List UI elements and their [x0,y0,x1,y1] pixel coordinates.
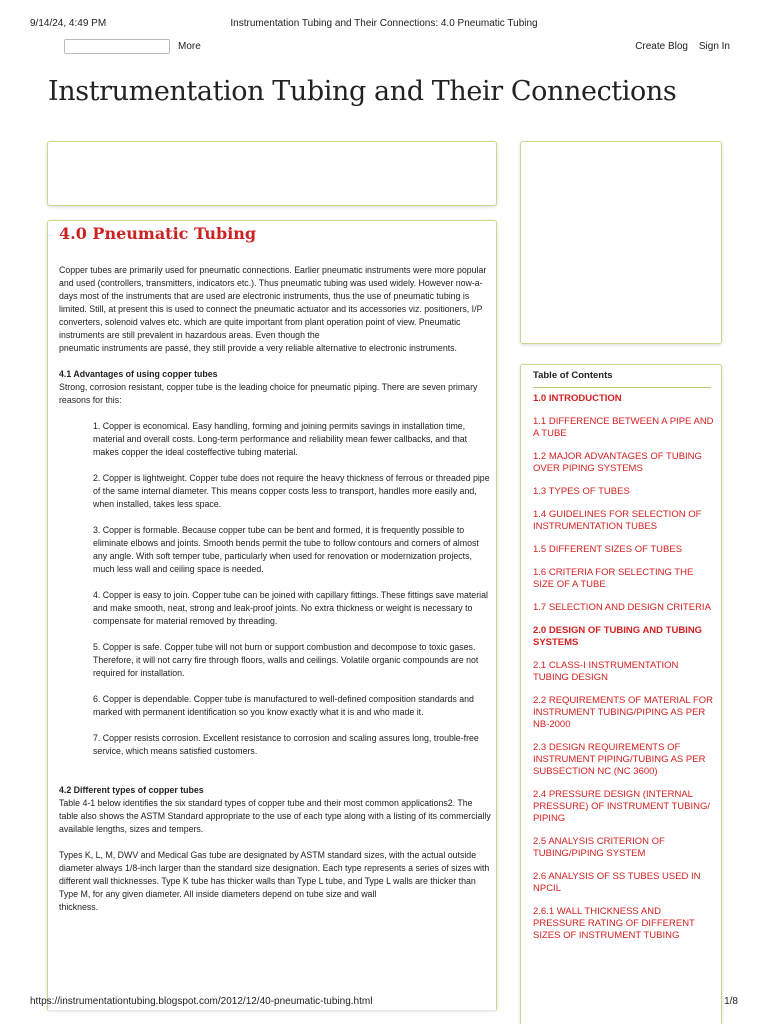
toc-item[interactable]: 2.6 ANALYSIS OF SS TUBES USED IN NPCIL [533,871,701,894]
sign-in-link[interactable]: Sign In [698,41,730,52]
sidebar-top-box [520,141,722,344]
post-body [59,264,493,914]
list-item: 5. Copper is safe. Copper tube will not burn or support combustion and decompose to toxic gases. Therefore, it will not carry fire through floors, walls and ceilings. Volatile organic compounds are not required for installation. [93,642,479,678]
toc-item[interactable]: 1.7 SELECTION AND DESIGN CRITERIA [533,602,711,613]
paragraph: thickness. [59,902,99,912]
toc-item[interactable]: 1.0 INTRODUCTION [533,393,622,404]
print-datetime: 9/14/24, 4:49 PM [30,18,107,29]
toc-list [533,393,715,953]
toc-item[interactable]: 2.1 CLASS-I INSTRUMENTATION TUBING DESIGN [533,660,679,683]
paragraph: Table 4-1 below identifies the six standard types of copper tube and their most common applications2. The table also shows the ASTM Standard appropriate to the use of each type along with a listing of its commercially available lengths, sizes and tempers. [59,798,491,834]
paragraph: Strong, corrosion resistant, copper tube is the leading choice for pneumatic piping. There are seven primary reasons for this: [59,382,478,405]
list-item: 2. Copper is lightweight. Copper tube does not require the heavy thickness of ferrous or threaded pipe of the same internal diameter. This means copper costs less to transport, handles more easily and, when installed, takes less space. [93,473,490,509]
toc-item[interactable]: 2.0 DESIGN OF TUBING AND TUBING SYSTEMS [533,625,703,648]
header-ad-box [47,141,497,206]
section-heading: 4.2 Different types of copper tubes [59,785,204,795]
toc-item[interactable]: 1.2 MAJOR ADVANTAGES OF TUBING OVER PIPING SYSTEMS [533,451,702,474]
toc-item[interactable]: 1.5 DIFFERENT SIZES OF TUBES [533,544,683,555]
toc-item[interactable]: 1.6 CRITERIA FOR SELECTING THE SIZE OF A TUBE [533,567,694,590]
blogger-navbar [30,38,730,56]
list-item: 3. Copper is formable. Because copper tube can be bent and formed, it is frequently possible to eliminate elbows and joints. Smooth bends permit the tube to follow contours and corners of almost any angle. With soft temper tube, particularly when used for renovation or modernization projects, much less wall and ceiling space is needed. [93,525,479,574]
section-heading: 4.1 Advantages of using copper tubes [59,369,218,379]
paragraph: Types K, L, M, DWV and Medical Gas tube are designated by ASTM standard sizes, with the actual outside diameter always 1/8-inch larger than the standard size designation. Each type represents a series of sizes with different wall thicknesses. Type K tube has thicker walls than Type L tube, and Type L walls are thicker than Type M, for any given diameter. All inside diameters depend on tube size and wall [59,850,490,899]
toc-item[interactable]: 2.5 ANALYSIS CRITERION OF TUBING/PIPING SYSTEM [533,836,665,859]
print-footer-url: https://instrumentationtubing.blogspot.com/2012/12/40-pneumatic-tubing.html [30,996,373,1007]
toc-title: Table of Contents [533,370,613,381]
more-link[interactable]: More [178,41,201,52]
paragraph: Copper tubes are primarily used for pneumatic connections. Earlier pneumatic instruments were more popular and used (controllers, transmitters, indicators etc.). Thus pneumatic tubing was used widely. However now-a-days most of the instruments that are used are electronic instruments, thus the use of pneumatic tubing is limited. Still, at present this is used to connect the pneumatic actuator and its accessories viz. positioners, I/P converters, solenoid valves etc. which are quite important from plant operation point of view. Pneumatic instruments are still prevalent in hazardous areas. Even though the [59,265,487,340]
list-item: 4. Copper is easy to join. Copper tube can be joined with capillary fittings. These fittings save material and make smooth, neat, strong and leak-proof joints. No extra thickness or weight is necessary to compensate for material removed by threading. [93,590,488,626]
list-item: 1. Copper is economical. Easy handling, forming and joining permits savings in installation time, material and overall costs. Long-term performance and reliability mean fewer callbacks, and that makes copper the ideal costeffective tubing material. [93,421,468,457]
list-item: 7. Copper resists corrosion. Excellent resistance to corrosion and scaling assures long, trouble-free service, which means satisfied customers. [93,733,479,756]
toc-item[interactable]: 2.3 DESIGN REQUIREMENTS OF INSTRUMENT PIPING/TUBING AS PER SUBSECTION NC (NC 3600) [533,742,706,777]
paragraph: pneumatic instruments are passé, they still provide a very reliable alternative to electronic instruments. [59,343,457,353]
toc-item[interactable]: 2.2 REQUIREMENTS OF MATERIAL FOR INSTRUMENT TUBING/PIPING AS PER NB-2000 [533,695,713,730]
toc-item[interactable]: 1.3 TYPES OF TUBES [533,486,630,497]
blog-title[interactable]: Instrumentation Tubing and Their Connections [48,76,677,107]
toc-item[interactable]: 1.1 DIFFERENCE BETWEEN A PIPE AND A TUBE [533,416,714,439]
toc-item[interactable]: 2.6.1 WALL THICKNESS AND PRESSURE RATING OF DIFFERENT SIZES OF INSTRUMENT TUBING [533,906,695,941]
print-page-title: Instrumentation Tubing and Their Connections: 4.0 Pneumatic Tubing [230,18,538,29]
print-footer-page-number: 1/8 [724,996,738,1007]
post-title[interactable]: 4.0 Pneumatic Tubing [59,224,257,243]
toc-divider [533,387,711,388]
list-item: 6. Copper is dependable. Copper tube is manufactured to well-defined composition standards and marked with permanent identification so you know exactly what it is and who made it. [93,694,474,717]
print-header [30,18,738,32]
toc-item[interactable]: 1.4 GUIDELINES FOR SELECTION OF INSTRUMENTATION TUBES [533,509,702,532]
toc-item[interactable]: 2.4 PRESSURE DESIGN (INTERNAL PRESSURE) OF INSTRUMENT TUBING/ PIPING [533,789,710,824]
create-blog-link[interactable]: Create Blog [635,41,688,52]
navbar-search-input[interactable] [64,39,170,54]
